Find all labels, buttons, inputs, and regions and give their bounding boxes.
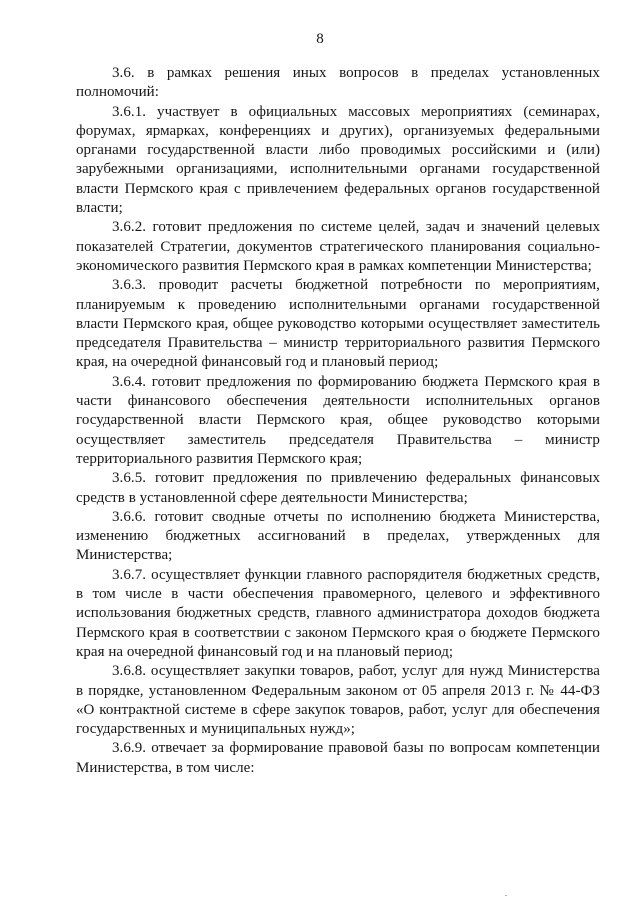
paragraph-3-6-1: 3.6.1. участвует в официальных массовых мероприятиях (семинарах, форумах, ярмарках, конференциях и других), организуемых федеральными органами государственной власти либо проводимых российскими и (или) зарубежными организациями, исполнительными органами государственной власти Пермского края с привлечением федеральных органов государственной власти;	[76, 103, 600, 217]
scan-mark	[505, 895, 507, 896]
paragraph-3-6-5: 3.6.5. готовит предложения по привлечению федеральных финансовых средств в установленной сфере деятельности Министерства;	[76, 470, 600, 506]
paragraph-3-6-3: 3.6.3. проводит расчеты бюджетной потребности по мероприятиям, планируемым к проведению исполнительными органами государственной власти Пермского края, общее руководство которыми осуществляет заместитель председателя Правительства – министр территориального развития Пермского края, на очередной финансовый год и плановый период;	[76, 277, 600, 371]
paragraph-3-6-4: 3.6.4. готовит предложения по формированию бюджета Пермского края в части финансового обеспечения деятельности исполнительных органов государственной власти Пермского края, общее руководство которыми осуществляет заместитель председателя Правительства – министр территориального развития Пермского края;	[76, 373, 600, 467]
document-body	[76, 64, 600, 778]
paragraph-3-6-7: 3.6.7. осуществляет функции главного распорядителя бюджетных средств, в том числе в части обеспечения правомерного, целевого и эффективного использования бюджетных средств, главного администратора доходов бюджета Пермского края в соответствии с законом Пермского края о бюджете Пермского края на очередной финансовый год и на плановый период;	[76, 566, 600, 660]
page-number: 8	[316, 31, 324, 47]
paragraph-3-6-6: 3.6.6. готовит сводные отчеты по исполнению бюджета Министерства, изменению бюджетных ассигнований в пределах, утвержденных для Министерства;	[76, 508, 600, 564]
paragraph-3-6: 3.6. в рамках решения иных вопросов в пределах установленных полномочий:	[76, 65, 600, 101]
paragraph-3-6-9: 3.6.9. отвечает за формирование правовой базы по вопросам компетенции Министерства, в том числе:	[76, 740, 600, 776]
paragraph-3-6-8: 3.6.8. осуществляет закупки товаров, работ, услуг для нужд Министерства в порядке, установленном Федеральным законом от 05 апреля 2013 г. № 44-ФЗ «О контрактной системе в сфере закупок товаров, работ, услуг для обеспечения государственных и муниципальных нужд»;	[76, 663, 600, 738]
paragraph-3-6-2: 3.6.2. готовит предложения по системе целей, задач и значений целевых показателей Стратегии, документов стратегического планирования социально-экономического развития Пермского края в рамках компетенции Министерства;	[76, 219, 600, 274]
